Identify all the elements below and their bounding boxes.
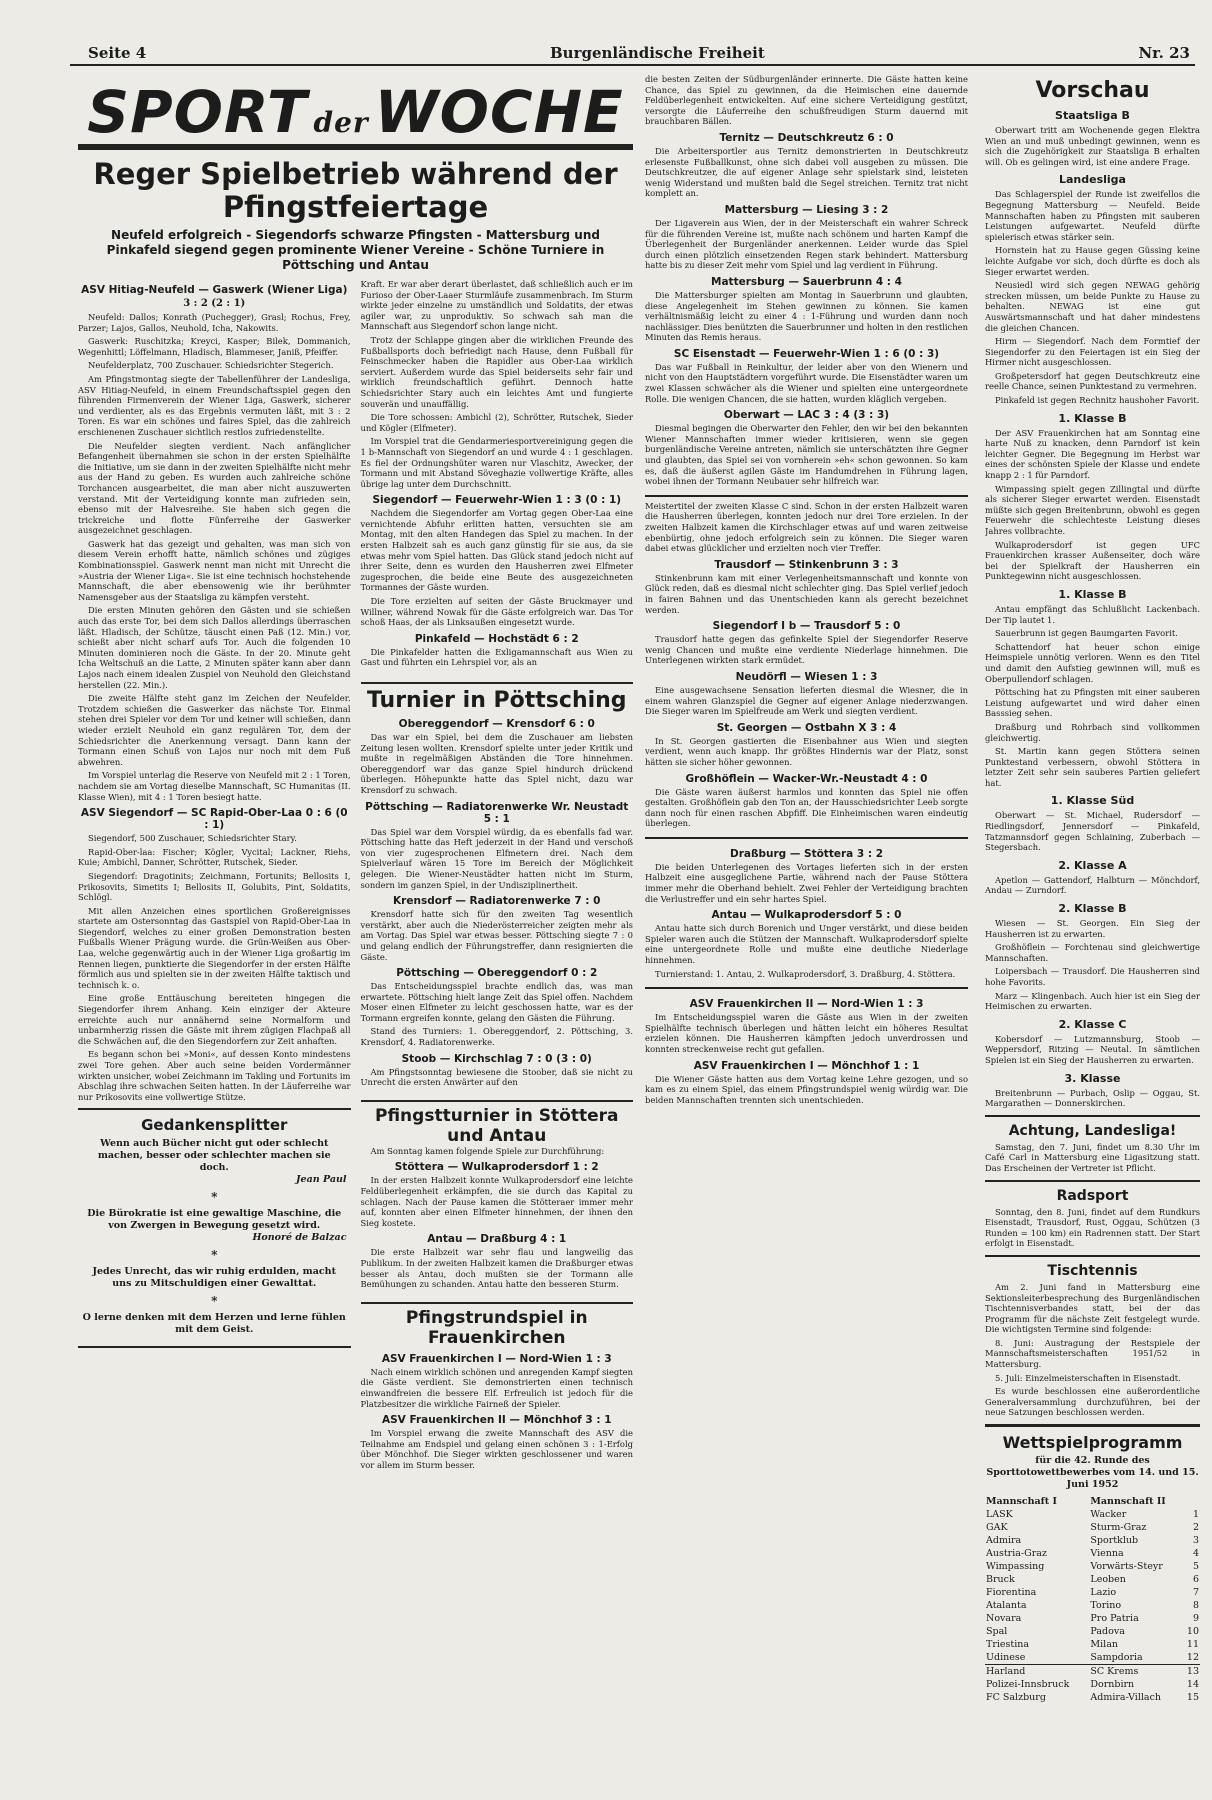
row-number: 1 [1192,1509,1199,1521]
paragraph: Antau hatte sich durch Borenich und Unger verstärkt, und diese beiden Spieler waren auch die Stützen der Mannschaft. Wulkaprodersdorf spielte eine untergeordnete Rolle und mußte eine deutliche Niederlage hinnehmen. [645,923,968,966]
running-head [70,40,1190,64]
vorschau-title: Vorschau [1035,78,1150,103]
stoettera-cont [645,837,968,979]
section-title: 1. Klasse B [1058,587,1127,601]
frauenkirchen-headline: Pfingstrundspiel in Frauenkirchen [361,1302,634,1348]
col-header: Mannschaft I [986,1496,1057,1508]
section-title: 2. Klasse C [1058,1017,1127,1031]
team-name: Dornbirn [1090,1679,1135,1691]
team-name: Triestina [986,1639,1030,1651]
team-name: SC Krems [1090,1666,1139,1678]
row-number: 6 [1192,1574,1199,1586]
gedankensplitter-title: Gedankensplitter [141,1116,288,1135]
match-score: 3 : 2 (2 : 1) [183,298,246,309]
table-row [985,1508,1200,1521]
paragraph: Das Entscheidungsspiel brachte endlich das, was man erwartete. Pöttsching hielt lange Zeit das Spiel offen. Nachdem Moser einen Elfmeter zu leicht geschossen hatte, war es der Tormann ergreifen konnte, gelang den Gästen die Führung. [360,981,633,1023]
team-name: Fiorentina [986,1587,1037,1599]
row-number: 15 [1186,1692,1199,1704]
table-row [985,1625,1200,1638]
paragraph: Stinkenbrunn kam mit einer Verlegenheitsmannschaft und konnte von Glück reden, daß es diesmal nicht schlechter ging. Das Spiel verlief jedoch in fairen Bahnen und das Unentschieden kann als gerecht bezeichnet werden. [645,572,968,615]
match-heading: St. Georgen — Ostbahn X 3 : 4 [716,721,897,734]
row-number: 3 [1192,1535,1199,1547]
paragraph: Der Ligaverein aus Wien, der in der Meisterschaft ein wahrer Schreck für die führenden Vereine ist, mußte nach schönem und harten Kampf die Überlegenheit der Burgenländer anerkennen. Leider wurde das Spiel durch einen plötzlich einsetzenden Regen stark behindert. Mattersburg hatte bis zu dieser Zeit mehr vom Spiel und lag verdient in Führung. [645,217,968,271]
paragraph: Großhöflein — Forchtenau sind gleichwertige Mannschaften. [985,942,1200,963]
table-header-row [985,1495,1200,1508]
team-name: Udinese [986,1652,1026,1664]
match-heading: Mattersburg — Liesing 3 : 2 [724,203,889,216]
match-heading: ASV Hitiag-Neufeld — Gaswerk (Wiener Liga) [81,284,348,296]
row-number: 7 [1192,1587,1199,1599]
paragraph: In der ersten Halbzeit konnte Wulkaprodersdorf eine leichte Feldüberlegenheit erkämpfen, die sie durch das Kapital zu schlagen. Nach der Pause kamen die Stötteraer immer mehr auf, konnten aber einen Elfmeter hinnehmen, der ihnen den Sieg kostete. [360,1175,633,1228]
paragraph: Siegendorf: Dragotinits; Zeichmann, Fortunits; Bellosits I, Prikosovits, Simetits I; Bellosits II, Golubits, Pint, Soldatits, Schlögl. [78,870,351,903]
paragraph: Oberwart — St. Michael, Rudersdorf — Riedlingsdorf, Jennersdorf — Pinkafeld, Tatzmannsdorf gegen Schlaining, Zuberbach — Stegersbach. [985,810,1200,853]
banner-word-sport: SPORT [87,78,308,146]
paragraph: Großpetersdorf hat gegen Deutschkreutz eine reelle Chance, seinen Punktestand zu vermehren. [985,370,1200,392]
page-number: Seite 4 [88,44,147,62]
table-row [985,1547,1200,1560]
paragraph: Apetlon — Gattendorf, Halbturn — Mönchdorf, Andau — Zurndorf. [985,874,1200,896]
paragraph: Mit allen Anzeichen eines sportlichen Großereignisses startete am Ostersonntag das Gastspiel von Rapid-Ober-Laa in Siegendorf, welches zu einer großen Demonstration besten Fußballs Wiener Prägung wurde. die Grün-Weißen aus Ober-Laa, welche gegenwärtig auch in der Wiener Liga großartig im Rennen liegen, punktierte die Siegendorfer in der ersten Hälfte förmlich aus und spielten sie in der zweiten Hälfte taktisch und technisch k. o. [78,905,351,990]
radsport-box [985,1180,1200,1249]
match-heading: ASV Siegendorf — SC Rapid-Ober-Laa 0 : 6 (0 : 1) [80,807,348,832]
paragraph: Die Mattersburger spielten am Montag in Sauerbrunn und glaubten, diese Angelegenheit im Stehen gewinnen zu können. Sie kamen verhältnismäßig leicht zu einer 4 : 1-Führung und wurden dann noch nachlässiger. Dies benützten die Sauerbrunner und holten in den restlichen Minuten das Remis heraus. [645,289,968,343]
wettspiel-table [985,1495,1200,1704]
paragraph: Antau empfängt das Schlußlicht Lackenbach. Der Tip lautet 1. [985,603,1200,625]
paragraph: Sauerbrunn ist gegen Baumgarten Favorit. [995,628,1178,639]
quote-author: Honoré de Balzac [252,1232,347,1244]
wettspiel-box [985,1424,1200,1704]
issue-number: Nr. 23 [1138,44,1190,62]
paragraph: Hornstein hat zu Hause gegen Güssing keine leichte Aufgabe vor sich, doch dürfte es doch als Sieger erwartet werden. [985,245,1200,277]
paragraph: Das war ein Spiel, bei dem die Zuschauer am liebsten Zeitung lesen wollten. Krensdorf spielte unter jeder Kritik und mußte in regelmäßigen Abständen die Tore hinnehmen. Obereggendorf war das ganze Spiel hindurch drückend überlegen. Höhepunkte hatte das Spiel nicht, dazu war Krensdorf zu schwach. [360,732,633,795]
paragraph: Rapid-Ober-laa: Fischer; Kögler, Vycital; Lackner, Riehs, Kuie; Ambichl, Danner, Schrötter, Rutschek, Sieder. [78,846,351,868]
paragraph: Im Vorspiel trat die Gendarmeriesportvereinigung gegen die 1 b-Mannschaft von Siegendorf an und wurde 4 : 1 geschlagen. Es fiel der Ordnungshüter waren nur Vlaschitz, Awecker, der Tormann und mit Abstand Söveghazie vollwertige Kräfte, alles übrige lag unter dem Durchschnitt. [360,436,633,489]
paragraph: Samstag, den 7. Juni, findet um 8.30 Uhr im Café Carl in Mattersburg eine Ligasitzung statt. Das Erscheinen der Vertreter ist Pflicht. [985,1141,1200,1173]
team-name: LASK [986,1509,1013,1521]
paragraph: 8. Juni: Austragung der Restspiele der Mannschaftsmeisterschaften 1951/52 in Mattersburg. [985,1337,1200,1370]
team-name: Harland [986,1666,1026,1678]
row-number: 5 [1192,1561,1199,1573]
table-row [985,1678,1200,1691]
paragraph: Gaswerk: Ruschitzka; Kreyci, Kasper; Bilek, Dommanich, Wegenhittl; Löffelmann, Hladisch, Blammeser, Janiß, Pfeiffer. [78,336,351,357]
paragraph: Meistertitel der zweiten Klasse C sind. Schon in der ersten Halbzeit waren die Hausherren überlegen, konnten jedoch nur drei Tore erzielen. In der zweiten Halbzeit kamen die Kirchschlager etwas auf und waren zeitweise ebenbürtig, ohne jedoch erfolgreich sein zu können. Die Sieger waren dabei etwas glücklicher und erzielten noch vier Treffer. [645,500,968,554]
paragraph: Loipersbach — Trausdorf. Die Hausherren sind hohe Favorits. [985,966,1200,987]
paragraph: Siegendorf, 500 Zuschauer, Schiedsrichter Stary. [88,833,297,844]
match-heading: Obereggendorf — Krensdorf 6 : 0 [398,718,595,730]
match-heading: Antau — Wulkaprodersdorf 5 : 0 [711,909,902,922]
right-column [985,74,1200,1792]
section-title: 1. Klasse Süd [1050,794,1135,808]
match-heading: Antau — Draßburg 4 : 1 [427,1233,567,1246]
match-heading: Siegendorf I b — Trausdorf 5 : 0 [712,620,901,633]
row-number: 10 [1186,1626,1199,1638]
paragraph: die besten Zeiten der Südburgenländer erinnerte. Die Gäste hatten keine Chance, das Spiel zu gewinnen, da die Heimischen eine dauernde Feldüberlegenheit entwickelten. Auf eine sichere Verteidigung gestützt, versorgte die Läuferreihe den schußfreudigen Sturm dauernd mit brauchbaren Bällen. [645,74,968,127]
table-row [985,1560,1200,1573]
paragraph: Breitenbrunn — Purbach, Oslip — Oggau, St. Margarathen — Donnerskirchen. [985,1087,1200,1109]
paragraph: Kraft. Er war aber derart überlastet, daß schließlich auch er im Furioso der Ober-Laaer Sturmläufe zusammenbrach. Im Sturm wirkte jeder einzelne zu umständlich und Soldatits, der etwas agiler war, zu unproduktiv. So schwach sah man die Mannschaft aus Siegendorf schon lange nicht. [360,279,633,332]
paragraph: Das Schlagerspiel der Runde ist zweifellos die Begegnung Mattersburg — Neufeld. Beide Mannschaften haben zu Pfingsten mit sauberen Leistungen aufgewartet. Neufeld dürfte spielerisch etwas stärker sein. [985,189,1200,242]
table-row [985,1586,1200,1599]
paragraph: St. Martin kann gegen Stöttera seinen Punktestand verbessern, obwohl Stöttera in letzter Zeit sehr sein sauberes Partien geliefert hat. [985,746,1200,788]
match-heading: ASV Frauenkirchen II — Nord-Wien 1 : 3 [689,998,924,1011]
section-title: 1. Klasse B [1058,411,1127,425]
quote [82,1208,347,1244]
match-heading: Krensdorf — Radiatorenwerke 7 : 0 [393,895,601,908]
radsport-title: Radsport [1056,1187,1129,1204]
top-rule [70,64,1195,66]
match-heading: ASV Frauenkirchen I — Mönchhof 1 : 1 [693,1059,920,1072]
paragraph: In St. Georgen gastierten die Eisenbahner aus Wien und siegten verdient, wenn auch knapp. Ihr größtes Hindernis war der Platz, sonst hätten sie sicher höher gewonnen. [645,735,968,767]
paragraph: Hirm — Siegendorf. Nach dem Formtief der Siegendorfer zu den Feiertagen ist ein Sieg der Hirmer nicht ausgeschlossen. [985,336,1200,368]
paragraph: Das war Fußball in Reinkultur, der leider aber von den Wienern und nicht von den Hauptstädtern vorgeführt wurde. Die Eisenstädter waren um zwei Klassen schwächer als die Wiener und spielten eine untergeordnete Rolle. Die wenigen Chancen, die sie hatten, wurden kläglich vergeben. [645,361,968,404]
paragraph: 5. Juli: Einzelmeisterschaften in Eisenstadt. [995,1372,1181,1383]
team-name: Lazio [1090,1587,1117,1599]
gedankensplitter-box [78,1108,351,1348]
banner-word-woche: WOCHE [374,78,624,146]
match-heading: Siegendorf — Feuerwehr-Wien 1 : 3 (0 : 1) [372,494,622,507]
match-heading: Ternitz — Deutschkreutz 6 : 0 [719,131,894,144]
lead-headline: Reger Spielbetrieb während der Pfingstfeiertage [93,157,618,224]
table-row [985,1651,1200,1665]
match-heading: SC Eisenstadt — Feuerwehr-Wien 1 : 6 (0 : 3) [673,347,940,360]
stoettera-headline: Pfingstturnier in Stöttera und Antau [361,1100,634,1146]
paragraph: Die Arbeitersportler aus Ternitz demonstrierten in Deutschkreutz erlesenste Fußballkunst, ohne sich dabei voll ausgeben zu müssen. Die Deutschkreutzer, die auf eigener Anlage sehr spielstark sind, leisteten wenig Widerstand und mußten bald die Segel streichen. Ternitz trat nicht komplett an. [645,145,968,199]
paragraph: Die Gäste waren äußerst harmlos und konnten das Spiel nie offen gestalten. Großhöflein gab den Ton an, der Hausschiedsrichter Leeb sorgte dann noch für einen raschen Abpfiff. Die Einheimischen waren eindeutig überlegen. [645,786,968,829]
team-name: FC Salzburg [986,1692,1046,1704]
lead-deck: Neufeld erfolgreich - Siegendorfs schwarze Pfingsten - Mattersburg und Pinkafeld siegend gegen prominente Wiener Vereine - Schöne Turniere in Pöttsching und Antau [106,228,605,272]
paragraph: Neusiedl wird sich gegen NEWAG gehörig strecken müssen, um beide Punkte zu Hause zu behalten. NEWAG ist eine gut Auswärtsmannschaft und hat daher mindestens die gleichen Chancen. [985,280,1200,333]
achtung-title: Achtung, Landesliga! [1008,1122,1177,1139]
team-name: Austria-Graz [986,1548,1047,1560]
team-name: Sampdoria [1090,1652,1143,1664]
banner-word-der: der [313,106,369,139]
paragraph: Marz — Klingenbach. Auch hier ist ein Sieg der Heimischen zu erwarten. [985,990,1200,1012]
team-name: Torino [1090,1600,1122,1612]
quote: Jedes Unrecht, das wir ruhig erdulden, macht uns zu Mitschuldigen einer Gewalttat. [92,1266,336,1290]
paragraph: Neufelderplatz, 700 Zuschauer. Schiedsrichter Stegerich. [88,360,334,371]
team-name: Sturm-Graz [1090,1522,1147,1534]
row-number: 12 [1186,1652,1199,1664]
paragraph: Gaswerk hat das gezeigt und gehalten, was man sich von diesem Verein erhofft hatte, nämlich schönes und zügiges Kombinationsspiel. Gaswerk nennt man nicht mit Unrecht die »Austria der Wiener Liga«. Sie ist eine technisch hochstehende Mannschaft, die aber ebensowenig wie ihr berühmter Namensgeber aus der Staatsliga zu kämpfen versteht. [78,538,351,602]
quote-author: Jean Paul [296,1174,347,1186]
team-name: Admira [986,1535,1022,1547]
table-row [985,1521,1200,1534]
row-number: 11 [1186,1639,1199,1651]
section-title: Staatsliga B [1055,109,1130,122]
paragraph: Am Pfingstsonntag bewiesene die Stoober, daß sie nicht zu Unrecht die ersten Anwärter auf den [360,1066,633,1088]
match-heading: ASV Frauenkirchen II — Mönchhof 3 : 1 [381,1414,612,1427]
match-heading: Großhöflein — Wacker-Wr.-Neustadt 4 : 0 [685,772,928,785]
team-name: Leoben [1090,1574,1126,1586]
match-heading: Pöttsching — Obereggendorf 0 : 2 [396,967,598,980]
paragraph: Das Spiel war dem Vorspiel würdig, da es ebenfalls fad war. Pöttsching hatte das Heft jederzeit in der Hand und verschoß von vier zugesprochenen Elfmetern drei. Nach dem Spielverlauf wären 15 Tore im Bereich der Möglichkeit gelegen. Die Wiener-Neustädter hatten nicht im Sturm, sondern im ganzen Spiel, in der Undisziplinertheit. [360,826,633,890]
paragraph: Im Vorspiel erwang die zweite Mannschaft des ASV die Teilnahme am Endspiel und gelang einen schönen 3 : 1-Erfolg über Mönchhof. Die Sieger wirkten geschlossener und waren vor allem im Sturm besser. [360,1428,633,1470]
quote [82,1138,347,1186]
paragraph: Wiesen — St. Georgen. Ein Sieg der Hausherren ist zu erwarten. [985,918,1200,939]
tischtennis-title: Tischtennis [1047,1262,1138,1279]
match-heading: Stöttera — Wulkaprodersdorf 1 : 2 [394,1161,599,1174]
table-row [985,1691,1200,1704]
paragraph: Trausdorf hatte gegen das gefinkelte Spiel der Siegendorfer Reserve wenig Chancen und mußte eine verdiente Niederlage hinnehmen. Die Unterlegenen wirkten stark ermüdet. [645,634,968,666]
match-heading: Trausdorf — Stinkenbrunn 3 : 3 [714,558,899,571]
match-heading: Mattersburg — Sauerbrunn 4 : 4 [711,275,902,288]
paragraph: Sonntag, den 8. Juni, findet auf dem Rundkurs Eisenstadt, Trausdorf, Rust, Oggau, Schützen (3 Runden = 100 km) ein Radrennen statt. Der Start erfolgt in Eisenstadt. [985,1206,1200,1249]
team-name: Sportklub [1090,1535,1139,1547]
tischtennis-box [985,1255,1200,1418]
separator-star: * [211,1294,218,1309]
col-header: Mannschaft II [1090,1496,1166,1508]
row-number: 2 [1192,1522,1199,1534]
paragraph: Wimpassing spielt gegen Zillingtal und dürfte als sicherer Sieger erwartet werden. Eisenstadt müßte sich gegen Breitenbrunn, obwohl es gegen Feuerwehr die schlechteste Leistung dieses Jahres vollbrachte. [985,483,1200,536]
paragraph: Eine ausgewachsene Sensation lieferten diesmal die Wiesner, die in einem wahren Glanzspiel die Gegner auf eigener Anlage niederzwangen. Die Sieger waren im Spielfreude am Werk und siegten verdient. [645,684,968,717]
paragraph: Krensdorf hatte sich für den zweiten Tag wesentlich verstärkt, aber auch die Niederösterreicher zeigten mehr als am Vortag. Das Spiel war etwas besser. Pöttsching siegte 7 : 0 und gelang endlich der Führungstreffer, dann resignierten die Gäste. [360,909,633,962]
paragraph: Kobersdorf — Lutzmannsburg, Stoob — Weppersdorf, Ritzing — Neutal. In sämtlichen Spielen ist ein Sieg der Hausherren zu erwarten. [985,1033,1200,1065]
sport-banner [78,78,633,146]
lead-col-a [78,279,351,1474]
paragraph: Die beiden Unterlegenen des Vortages lieferten sich in der ersten Halbzeit eine ausgeglichene Partie, während nach der Pause Stöttera immer mehr die Oberhand behielt. Zwei Fehler der Verteidigung brachten die Verlustreffer und ein sehr hartes Spiel. [645,861,968,904]
match-heading: Stoob — Kirchschlag 7 : 0 (3 : 0) [401,1052,592,1065]
section-title: Landesliga [1059,173,1126,187]
paragraph: Draßburg und Rohrbach sind vollkommen gleichwertig. [985,721,1200,743]
paragraph: Die Tore schossen: Ambichl (2), Schrötter, Rutschek, Sieder und Kögler (Elfmeter). [360,412,633,433]
team-name: Admira-Villach [1090,1692,1162,1704]
quote: O lerne denken mit dem Herzen und lerne fühlen mit dem Geist. [82,1312,346,1336]
paragraph: Turnierstand: 1. Antau, 2. Wulkaprodersdorf, 3. Draßburg, 4. Stöttera. [655,968,956,979]
paragraph: Stand des Turniers: 1. Obereggendorf, 2. Pöttsching, 3. Krensdorf, 4. Radiatorenwerke. [360,1026,633,1048]
frauenkirchen-cont [645,987,968,1105]
paragraph: Neufeld: Dallos; Konrath (Puchegger), Grasl; Rochus, Frey, Parzer; Lajos, Gallos, Neuhold, Icha, Nakowits. [78,312,351,333]
achtung-box [985,1115,1200,1174]
paragraph: Die zweite Hälfte steht ganz im Zeichen der Neufelder. Trotzdem schießen die Gaswerker das nächste Tor. Einmal stehen drei Spieler vor dem Tor und keiner will schießen, dann wieder erzielt Neuhold ein ganz regulären Tor, dem der Schiedsrichter die Anerkennung versagt. Dann kann der Tormann einen Schuß von Lajos nur noch mit dem Fuß abwehren. [78,693,351,767]
team-name: Milan [1090,1639,1118,1651]
table-row [985,1534,1200,1547]
poettsching-cont [645,495,968,829]
wettspiel-rows [985,1508,1200,1704]
quote-text: Wenn auch Bücher nicht gut oder schlecht machen, besser oder schlechter machen sie doch. [97,1138,331,1174]
poettsching-headline: Turnier in Pöttsching [361,682,634,713]
row-number: 4 [1192,1548,1199,1560]
section-title: 3. Klasse [1064,1071,1121,1085]
section-title: 2. Klasse B [1058,902,1127,916]
team-name: GAK [986,1522,1008,1534]
paragraph: Die Wiener Gäste hatten aus dem Vortag keine Lehre gezogen, und so kam es zu einem Spiel, das einem Pfingstrundspiel wenig würdig war. Die beiden Mannschaften trennten sich unentschieden. [645,1073,968,1105]
lead-columns [78,279,633,1474]
row-number: 13 [1186,1666,1199,1678]
paragraph: Am Sonntag kamen folgende Spiele zur Durchführung: [370,1145,605,1156]
paragraph: Die Neufelder siegten verdient. Nach anfänglicher Befangenheit übernahmen sie schon in der ersten Spielhälfte die Initiative, um sie dann in der zweiten Spielhälfte nicht mehr aus der Hand zu geben. Es wurden auch zahlreiche schöne Torchancen ausgearbeitet, die man aber nicht auszuwerten verstand. Mit der Verteidigung konnte man zufrieden sein, ebenso mit der Halvesreihe. Sie haben sich gegen die trickreiche und flotte Fünferreihe der Gaswerker ausgezeichnet geschlagen. [78,440,351,536]
match-heading: Oberwart — LAC 3 : 4 (3 : 3) [723,409,890,422]
team-name: Novara [986,1613,1022,1625]
paragraph: Die Pinkafelder hatten die Exligamannschaft aus Wien zu Gast und führten ein Lehrspiel vor, als an [360,646,633,668]
row-number: 9 [1192,1613,1199,1625]
team-name: Bruck [986,1574,1015,1586]
paragraph: Der ASV Frauenkirchen hat am Sonntag eine harte Nuß zu knacken, denn Parndorf ist kein leichter Gegner. Die Begegnung im Herbst war eines der schönsten Spiele der Klasse und endete knapp 2 : 1 für Parndorf. [985,427,1200,481]
paragraph: Nachdem die Siegendorfer am Vortag gegen Ober-Laa eine vernichtende Abfuhr erlitten hatten, versuchten sie am Montag, mit den alten Handegen das Spiel zu machen. In der ersten Halbzeit sah es auch ganz günstig für sie aus, da sie etwas mehr vom Spiel hatten. Das Glück stand jedoch nicht auf ihrer Seite, denn es wurden den Hausherren zwei Elfmeter zugesprochen, die beide eine Beute des ausgezeichneten Tormannes der Gäste wurden. [360,508,633,593]
paragraph: Die erste Halbzeit war sehr flau und langweilig das Publikum. In der zweiten Halbzeit kamen die Draßburger etwas besser als Antau, doch mußten sie der Tormann alle Bemühungen zu schanden. Antau hatte den besseren Sturm. [360,1247,633,1290]
table-row [985,1638,1200,1651]
table-row [985,1665,1200,1679]
team-name: Atalanta [986,1600,1027,1612]
lead-col-b [361,279,634,1474]
middle-column [645,74,968,1792]
team-name: Padova [1090,1626,1125,1638]
paragraph: Die Tore erzielten auf seiten der Gäste Bruckmayer und Willner, während Nowak für die Gäste erfolgreich war. Das Tor schoß Haas, der als Linksaußen eingesetzt wurde. [360,596,633,628]
paragraph: Pöttsching hat zu Pfingsten mit einer sauberen Leistung aufgewartet und wird daher einen Basssieg sehen. [985,687,1200,719]
separator-star: * [211,1248,218,1263]
paragraph: Pinkafeld ist gegen Rechnitz haushoher Favorit. [995,395,1200,406]
paragraph: Es wurde beschlossen eine außerordentliche Generalversammlung durchzuführen, bei der neue Satzungen beschlossen werden. [985,1386,1200,1418]
paragraph: Nach einem wirklich schönen und anregenden Kampf siegten die Gäste verdient. Sie demonstrierten einen technisch einwandfreien die bessere Elf. Erfreulich ist jedoch für die Platzbesitzer die wirkliche Fairneß der Spieler. [360,1366,633,1409]
wettspiel-title: Wettspielprogramm [1002,1433,1183,1453]
separator-star: * [211,1190,218,1205]
match-heading: ASV Frauenkirchen I — Nord-Wien 1 : 3 [381,1352,612,1365]
wettspiel-subtitle: für die 42. Runde des Sporttotowettbewerbes vom 14. und 15. Juni 1952 [986,1455,1199,1491]
table-row [985,1612,1200,1625]
match-heading: Neudörfl — Wiesen 1 : 3 [735,670,878,683]
quote-text: Die Bürokratie ist eine gewaltige Maschine, die von Zwergen in Bewegung gesetzt wird. [87,1208,342,1232]
team-name: Pro Patria [1090,1613,1139,1625]
row-number: 8 [1192,1600,1199,1612]
match-heading: Pinkafeld — Hochstädt 6 : 2 [414,632,579,645]
team-name: Spal [986,1626,1008,1638]
paragraph: Im Vorspiel unterlag die Reserve von Neufeld mit 2 : 1 Toren, nachdem sie am Vortag dieselbe Mannschaft, SC Humanitas (II. Klasse Wien), mit 4 : 1 Toren besiegt hatte. [78,770,351,802]
match-heading: Draßburg — Stöttera 3 : 2 [729,847,884,860]
paragraph: Am Pfingstmontag siegte der Tabellenführer der Landesliga, ASV Hitiag-Neufeld, in einem Freundschaftsspiel gegen den führenden Firmenverein der Wiener Liga, Gaswerk, sicherer und verdienter, als es das Ergebnis vermuten läßt, mit 3 : 2 Toren. Es war ein schönes und faires Spiel, das die zahlreich erschienenen Zuschauer sichtlich restlos zufriedenstellte. [78,373,351,437]
table-row [985,1573,1200,1586]
section-title: 2. Klasse A [1058,858,1127,872]
paragraph: Die ersten Minuten gehören den Gästen und sie schießen auch das erste Tor, bei dem sich Dallos allerdings überraschen läßt. Hladisch, der Schütze, täuscht einen Paß (12. Min.) vor, schießt aber nicht scharf aufs Tor. Auch die folgenden 10 Minuten dominieren noch die Gäste. In der 20. Minute geht Icha Weltschuß an die Latte, 2 Minuten später kann aber dann Lajos nach einem idealen Zuspiel von Neuhold den Gleichstand herstellen (22. Min.). [78,605,351,690]
team-name: Vienna [1090,1548,1124,1560]
match-heading: Pöttsching — Radiatorenwerke Wr. Neustadt 5 : 1 [365,800,629,825]
row-number: 14 [1186,1679,1199,1691]
paragraph: Am 2. Juni fand in Mattersburg eine Sektionsleiterbesprechung des Burgenländischen Tischtennisverbandes statt, bei der das Programm für die nächste Zeit festgelegt wurde. Die wichtigsten Termine sind folgende: [985,1281,1200,1335]
paragraph: Es begann schon bei »Moni«, auf dessen Konto mindestens zwei Tore gehen. Aber auch seine beiden Vordermänner wirkten unsicher, wobei Zeichmann im Takling und Fortunits im Abschlag ihre schwachen Seiten hatten. In der Läuferreihe war nur Prikosovits eine vollwertige Stütze. [78,1049,351,1102]
paragraph: Im Entscheidungsspiel waren die Gäste aus Wien in der zweiten Spielhälfte technisch überlegen und hätten leicht ein höheres Resultat erzielen können. Die Hausherren kämpften jedoch unverdrossen und konnten streckenweise recht gut gefallen. [645,1012,968,1054]
newspaper-name: Burgenländische Freiheit [550,44,765,62]
team-name: Wacker [1090,1509,1127,1521]
paragraph: Oberwart tritt am Wochenende gegen Elektra Wien an und muß unbedingt gewinnen, wenn es sich die Zugehörigkeit zur Staatsliga B erhalten will. Ob es gelingen wird, ist eine andere Frage. [985,125,1200,167]
team-name: Polizei-Innsbruck [986,1679,1070,1691]
paragraph: Eine große Enttäuschung bereiteten hingegen die Siegendorfer ihrem Anhang. Kein einziger der Akteure erreichte auch nur annähernd seine Normalform und unbarmherzig rissen die Gäste mit ihrem zügigen Flachpaß all die Schwächen auf, die den Siegendorfern zur Zeit anhaften. [78,993,351,1046]
paragraph: Schattendorf hat heuer schon einige Heimspiele unnötig verloren. Wenn es den Titel und damit den Aufstieg gewinnen will, muß es Oberpullendorf schlagen. [985,641,1200,684]
team-name: Vorwärts-Steyr [1090,1561,1163,1573]
team-name: Wimpassing [986,1561,1045,1573]
paragraph: Trotz der Schlappe gingen aber die wirklichen Freunde des Fußballsports doch befriedigt nach Hause, denn Fußball für Feinschmecker haben die Rapidler aus Ober-Laa wirklich serviert. Außerdem wurde das Spiel beiderseits sehr fair und wirklich freundschaftlich geführt. Dennoch hatte Schiedsrichter Stary auch ein leichtes Amt und fungierte souverän und unauffällig. [360,334,633,409]
lead-story-area [78,74,633,1792]
paragraph: Diesmal begingen die Oberwarter den Fehler, den wir bei den bekannten Wiener Mannschaften immer wieder kritisieren, wenn sie gegen burgenländische Vereine antreten, nämlich sie unterschätzten ihre Gegner und glaubten, das Spiel sei von vornherein »eh« schon gewonnen. So kam es, daß die äußerst agilen Gäste im Handumdrehen in Führung lagen, wobei ihnen der Tormann Neubauer sehr hilfreich war. [645,423,968,487]
paragraph: Wulkaprodersdorf ist gegen UFC Frauenkirchen krasser Außenseiter, doch wäre bei der Spielkraft der Hausherren ein Punktegewinn nicht ausgeschlossen. [985,539,1200,582]
table-row [985,1599,1200,1612]
